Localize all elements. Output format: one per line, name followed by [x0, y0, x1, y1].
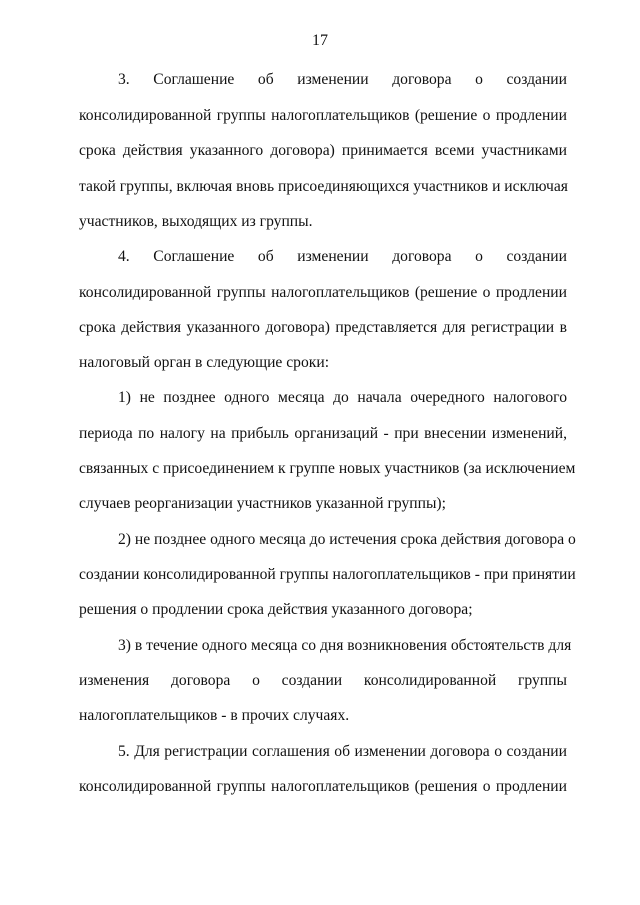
- paragraph-4-line-1: 4. Соглашение об изменении договора о создании: [118, 248, 567, 265]
- item-2-line-1: 2) не позднее одного месяца до истечения срока действия договора о: [118, 531, 576, 548]
- item-2-line-3: решения о продлении срока действия указанного договора;: [79, 601, 473, 618]
- item-1-line-3: связанных с присоединением к группе новых участников (за исключением: [79, 460, 576, 477]
- paragraph-3-line-4: такой группы, включая вновь присоединяющихся участников и исключая: [79, 178, 568, 195]
- item-3-line-2: изменения договора о создании консолидированной группы: [79, 672, 567, 689]
- page-number: 17: [312, 32, 328, 49]
- item-1-line-2: периода по налогу на прибыль организаций - при внесении изменений,: [79, 425, 567, 442]
- paragraph-4-line-3: срока действия указанного договора) представляется для регистрации в: [79, 319, 567, 336]
- item-2-line-2: создании консолидированной группы налогоплательщиков - при принятии: [79, 566, 576, 583]
- paragraph-5-line-2: консолидированной группы налогоплательщиков (решения о продлении: [79, 778, 567, 795]
- paragraph-3-line-1: 3. Соглашение об изменении договора о создании: [118, 71, 567, 88]
- item-3-line-3: налогоплательщиков - в прочих случаях.: [79, 707, 350, 724]
- paragraph-4-line-2: консолидированной группы налогоплательщиков (решение о продлении: [79, 284, 567, 301]
- item-3-line-1: 3) в течение одного месяца со дня возникновения обстоятельств для: [118, 637, 572, 654]
- paragraph-3-line-2: консолидированной группы налогоплательщиков (решение о продлении: [79, 107, 567, 124]
- item-1-line-4: случаев реорганизации участников указанной группы);: [79, 495, 446, 512]
- item-1-line-1: 1) не позднее одного месяца до начала очередного налогового: [118, 389, 567, 406]
- paragraph-4-line-4: налоговый орган в следующие сроки:: [79, 354, 330, 371]
- paragraph-3-line-3: срока действия указанного договора) принимается всеми участниками: [79, 142, 567, 159]
- paragraph-3-line-5: участников, выходящих из группы.: [79, 213, 313, 230]
- paragraph-5-line-1: 5. Для регистрации соглашения об изменении договора о создании: [118, 743, 567, 760]
